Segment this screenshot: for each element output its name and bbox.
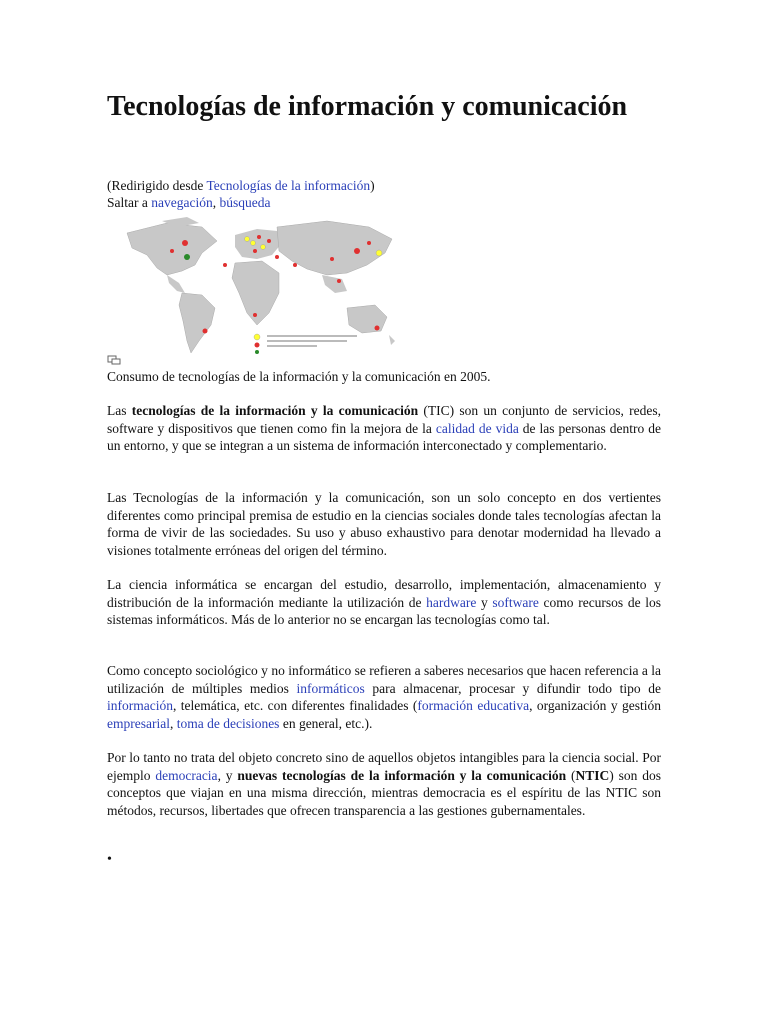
text: y (476, 594, 493, 610)
bold-term: nuevas tecnologías de la información y la comunicación (237, 767, 567, 783)
bold-term: NTIC (575, 767, 610, 783)
calidad-de-vida-link[interactable]: calidad de vida (435, 420, 519, 436)
text: de las personas dentro de un entorno, y que se integran a un sistema de información interconectado y complementario. (107, 420, 661, 453)
text: Por lo tanto no trata del objeto concreto sino de aquellos objetos intangibles para la ciencia social. Por ejemplo (107, 750, 661, 783)
text: para almacenar, procesar y difundir todo tipo de (364, 680, 662, 696)
text: , (169, 715, 177, 731)
democracia-link[interactable]: democracia (155, 767, 218, 783)
text: en general, etc.). (279, 715, 373, 731)
text: como recursos de los sistemas informáticos. Más de lo anterior no se encargan las tecnologías como tal. (107, 594, 661, 627)
toma-de-decisiones-link[interactable]: toma de decisiones (176, 715, 280, 731)
paragraph-5 (107, 749, 661, 819)
world-map-image[interactable] (107, 213, 407, 358)
text: ( (566, 767, 576, 783)
text: (TIC) son un conjunto de servicios, redes, software y dispositivos que tienen como fin la mejora de la (107, 403, 661, 436)
empresarial-link[interactable]: empresarial (107, 715, 170, 731)
page-title: Tecnologías de información y comunicación (107, 91, 628, 122)
text: La ciencia informática se encargan del estudio, desarrollo, implementación, almacenamiento y distribución de la información mediante la utilización de (107, 577, 661, 610)
text: , organización y gestión (529, 698, 662, 713)
figure-caption: Consumo de tecnologías de la información y la comunicación en 2005. (107, 369, 491, 384)
jump-prefix: Saltar a (107, 195, 152, 210)
redirect-link[interactable]: Tecnologías de la información (206, 178, 371, 193)
informacion-link[interactable]: información (107, 698, 173, 713)
navigation-link[interactable]: navegación (151, 195, 213, 210)
bold-term: tecnologías de la información y la comunicación (131, 403, 419, 418)
redirect-suffix: ) (370, 178, 375, 193)
jump-separator: , (212, 195, 220, 210)
magnify-icon[interactable] (107, 355, 121, 365)
paragraph-3 (107, 576, 661, 629)
text: Como concepto sociológico y no informático se refieren a saberes necesarios que hacen referencia a la utilización de múltiples medios (107, 663, 661, 696)
paragraph-4 (107, 662, 661, 732)
paragraph-2: Las Tecnologías de la información y la comunicación, son un solo concepto en dos vertientes diferentes como principal premisa de estudio en la ciencias sociales donde tales tecnologías afectan la forma de vivir de las sociedades. Su uso y abuso exhaustivo para denotar modernidad ha llevado a visiones totalmente erróneas del origen del término. (107, 490, 661, 558)
jump-links (107, 194, 270, 211)
search-link[interactable]: búsqueda (219, 195, 271, 210)
redirect-note (107, 177, 375, 194)
software-link[interactable]: software (492, 594, 539, 610)
redirect-prefix: (Redirigido desde (107, 178, 207, 193)
text: Las (107, 403, 132, 418)
informaticos-link[interactable]: informáticos (296, 680, 365, 696)
text: , y (217, 767, 238, 783)
paragraph-1 (107, 402, 661, 455)
text: ) son dos conceptos que viajan en una misma dirección, mientras democracia es el espíritu de las NTIC son métodos, recursos, libertades que ofrecen transparencia a las gestiones gubernamentales. (107, 767, 661, 818)
list-bullet: • (107, 852, 112, 867)
formacion-educativa-link[interactable]: formación educativa (417, 698, 530, 713)
text: , telemática, etc. con diferentes finalidades ( (172, 698, 418, 713)
hardware-link[interactable]: hardware (426, 594, 477, 610)
